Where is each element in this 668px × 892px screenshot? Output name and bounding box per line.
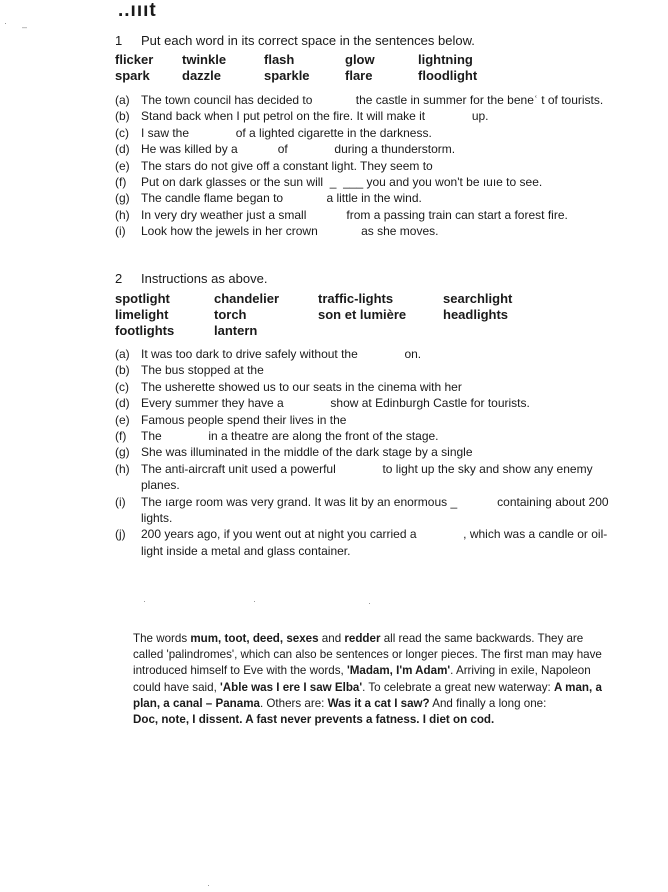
sentence-label: (f) xyxy=(115,429,127,444)
sentence-text: Famous people spend their lives in the xyxy=(141,412,347,427)
exercise-2-sentences xyxy=(115,346,626,559)
exercise-1-sentence xyxy=(115,190,626,206)
exercise-2-sentence xyxy=(115,444,626,460)
sentence-text: Put on dark glasses or the sun will _ ___ you and you won't be ıuıe to see. xyxy=(141,175,543,190)
exercise-2-number: 2 xyxy=(115,271,123,286)
palindromes-text: . Others are: xyxy=(259,696,328,710)
palindromes-bold: redder xyxy=(344,632,381,645)
sentence-label: (e) xyxy=(115,412,130,427)
exercise-1-sentence xyxy=(115,141,626,157)
word-traffic-lights: traffic-lights xyxy=(318,291,394,306)
sentence-label: (e) xyxy=(115,158,130,173)
word-son-et-lumiere: son et lumière xyxy=(318,307,407,322)
sentence-text: The bus stopped at the xyxy=(141,363,264,378)
palindromes-note xyxy=(133,631,603,728)
sentence-label: (i) xyxy=(115,224,126,239)
word-chandelier: chandelier xyxy=(214,291,280,306)
palindromes-text: all read the same backwards. They are called 'palindromes', which can also be sentences or longer pieces. The first man may have introduced himself to Eve with the words, xyxy=(133,632,602,678)
scan-speck: · xyxy=(368,598,371,608)
scan-speck: · xyxy=(253,596,256,606)
exercise-1-sentence xyxy=(115,207,626,223)
sentence-label: (g) xyxy=(115,445,130,460)
word-spotlight: spotlight xyxy=(115,291,170,306)
sentence-text: She was illuminated in the middle of the dark stage by a single xyxy=(141,445,473,460)
exercise-2-sentence xyxy=(115,362,626,378)
palindromes-text: . Arriving in exile, Napoleon could have said, xyxy=(133,664,591,694)
exercise-1-sentence xyxy=(115,158,626,174)
scan-speck: · xyxy=(143,596,146,606)
word-flare: flare xyxy=(345,68,373,83)
sentence-text: The ıarge room was very grand. It was lit by an enormous _ containing about 200 lights. xyxy=(141,494,612,526)
palindromes-text: . To celebrate a great new waterway: xyxy=(362,680,554,694)
sentence-label: (a) xyxy=(115,347,130,361)
exercise-2-sentence xyxy=(115,526,626,559)
exercise-1-sentence xyxy=(115,92,626,108)
sentence-text: The candle flame began to a little in the wind. xyxy=(141,191,422,206)
palindromes-bold: Was it a cat I saw? xyxy=(327,696,430,710)
sentence-label: (i) xyxy=(115,494,126,509)
sentence-text: I saw the of a lighted cigarette in the darkness. xyxy=(141,125,432,140)
sentence-label: (f) xyxy=(115,175,127,190)
exercise-2-sentence xyxy=(115,379,626,395)
sentence-label: (j) xyxy=(115,527,126,542)
sentence-text: The stars do not give off a constant light. They seem to xyxy=(141,158,433,173)
scan-speck: · xyxy=(4,18,7,28)
sentence-text: Stand back when I put petrol on the fire. It will make it up. xyxy=(141,109,489,124)
word-twinkle: twinkle xyxy=(182,52,227,67)
word-sparkle: sparkle xyxy=(264,68,310,83)
palindromes-bold: mum, toot, deed, sexes xyxy=(190,632,319,645)
sentence-label: (a) xyxy=(115,93,130,107)
sentence-label: (h) xyxy=(115,461,130,476)
word-footlights: footlights xyxy=(115,323,175,338)
exercise-2-sentence xyxy=(115,346,626,362)
word-headlights: headlights xyxy=(443,307,509,322)
sentence-label: (c) xyxy=(115,125,129,140)
palindromes-bold: 'Able was I ere I saw Elba' xyxy=(220,680,363,694)
exercise-1-sentence xyxy=(115,108,626,124)
sentence-label: (g) xyxy=(115,191,130,206)
exercise-1-title xyxy=(115,33,475,48)
exercise-2-sentence xyxy=(115,428,626,444)
sentence-text: Look how the jewels in her crown as she moves. xyxy=(141,224,439,239)
sentence-text: The anti-aircraft unit used a powerful to light up the sky and show any enemy planes. xyxy=(141,461,596,493)
sentence-text: 200 years ago, if you went out at night you carried a , which was a candle or oil-light inside a metal and glass container. xyxy=(141,527,608,558)
palindromes-bold: 'Madam, I'm Adam' xyxy=(346,664,451,678)
exercise-2-sentence xyxy=(115,395,626,411)
exercise-2-sentence xyxy=(115,461,626,494)
palindromes-text: The words xyxy=(133,632,191,645)
sentence-label: (d) xyxy=(115,396,130,411)
exercise-1-sentence xyxy=(115,223,626,239)
sentence-text: In very dry weather just a small from a passing train can start a forest fire. xyxy=(141,207,568,222)
word-spark: spark xyxy=(115,68,150,83)
word-lantern: lantern xyxy=(214,323,258,338)
word-glow: glow xyxy=(345,52,375,67)
palindromes-text: And finally a long one: xyxy=(429,696,547,710)
exercise-1-sentence xyxy=(115,125,626,141)
sentence-text: The in a theatre are along the front of the stage. xyxy=(141,429,439,444)
sentence-text: The town council has decided to the castle in summer for the beneʿ t of tourists. xyxy=(141,93,604,107)
sentence-label: (d) xyxy=(115,142,130,157)
word-lightning: lightning xyxy=(418,52,473,67)
exercise-2-instruction: Instructions as above. xyxy=(141,271,268,286)
sentence-text: The usherette showed us to our seats in the cinema with her xyxy=(141,379,462,394)
exercise-2-sentence xyxy=(115,412,626,428)
word-flicker: flicker xyxy=(115,52,154,67)
page-heading: ..ıııt xyxy=(118,0,157,21)
exercise-1-number: 1 xyxy=(115,33,123,48)
exercise-1-instruction: Put each word in its correct space in the sentences below. xyxy=(141,33,475,48)
exercise-1-sentences xyxy=(115,92,626,240)
exercise-2-word-box xyxy=(115,291,535,341)
palindromes-text: and xyxy=(318,632,345,645)
word-flash: flash xyxy=(264,52,295,67)
word-floodlight: floodlight xyxy=(418,68,478,83)
sentence-text: He was killed by a of during a thunderstorm. xyxy=(141,142,456,157)
exercise-1-word-box xyxy=(115,52,515,86)
sentence-text: It was too dark to drive safely without the on. xyxy=(141,347,422,361)
scan-speck: · xyxy=(207,880,210,890)
sentence-label: (b) xyxy=(115,363,130,378)
sentence-text: Every summer they have a show at Edinburgh Castle for tourists. xyxy=(141,396,530,411)
exercise-2-title xyxy=(115,271,267,286)
sentence-label: (b) xyxy=(115,109,130,124)
exercise-1-sentence xyxy=(115,174,626,190)
word-torch: torch xyxy=(214,307,247,322)
word-limelight: limelight xyxy=(115,307,169,322)
word-searchlight: searchlight xyxy=(443,291,513,306)
sentence-label: (h) xyxy=(115,207,130,222)
scan-speck: – xyxy=(22,22,28,32)
palindromes-bold: Doc, note, I dissent. A fast never prevents a fatness. I diet on cod. xyxy=(133,713,495,727)
sentence-label: (c) xyxy=(115,379,129,394)
palindromes-bold: A man, a plan, a canal – Panama xyxy=(133,680,602,710)
word-dazzle: dazzle xyxy=(182,68,222,83)
exercise-2-sentence xyxy=(115,494,626,527)
